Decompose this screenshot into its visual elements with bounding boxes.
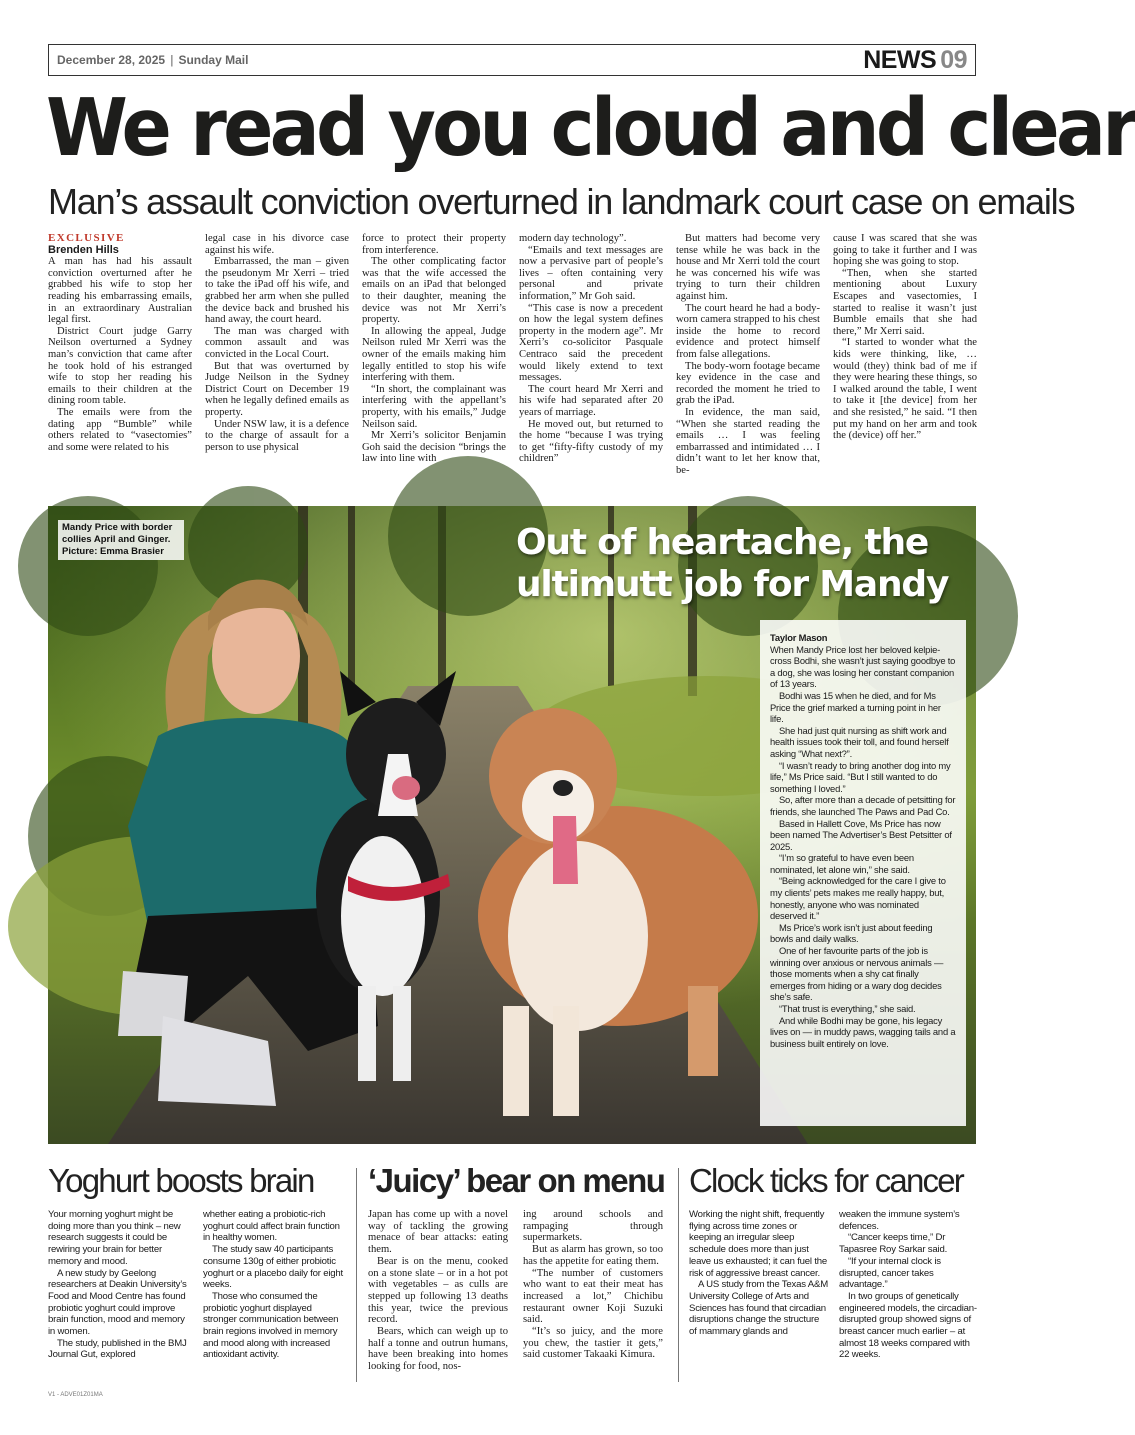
brief-yoghurt-column-1 — [48, 1209, 188, 1385]
story-paragraph: A man has had his assault conviction overturned after he grabbed his wife to stop her reading his embarrassing emails, in an extraordinary Australian legal first. — [48, 256, 192, 326]
feature-paragraph: “I wasn’t ready to bring another dog into my life,” Ms Price said. “But I still wanted to do something I loved.” — [770, 759, 951, 794]
story-column-5 — [676, 233, 820, 483]
feature-paragraph: Based in Hallett Cove, Ms Price has now been named The Advertiser’s Best Petsitter of 2025. — [770, 817, 952, 852]
brief-paragraph: Bears, which can weigh up to half a tonne and outrun humans, have been breaking into homes looking for food, nos- — [368, 1326, 508, 1373]
brief-paragraph: “The number of customers who want to eat their meat has increased a lot,” Chichibu restaurant owner Koji Suzuki said. — [523, 1267, 663, 1326]
brief-paragraph: A US study from the Texas A&M University College of Arts and Sciences has found that circadian disruptions change the structure of mammary glands and — [689, 1279, 828, 1338]
story-paragraph: In evidence, the man said, “When she started reading the emails … I was feeling embarrassed and intimidated … I didn’t want to let her know that, be- — [676, 406, 820, 476]
feature-paragraph: “That trust is everything,” she said. — [779, 1003, 916, 1014]
brief-paragraph: “If your internal clock is disrupted, cancer takes advantage.” — [839, 1255, 941, 1291]
story-column-6 — [833, 233, 977, 483]
story-paragraph: He moved out, but returned to the home “because I was trying to get “fifty-fifty custody of my children” — [519, 418, 663, 465]
story-paragraph: In allowing the appeal, Judge Neilson ruled Mr Xerri was the owner of the emails making him legally entitled to stop his wife interfering with them. — [362, 325, 506, 384]
story-paragraph: The other complicating factor was that the wife accessed the emails on an iPad that belonged to their daughter, meaning the device was not Mr Xerri’s property. — [362, 256, 506, 326]
brief-divider — [678, 1168, 679, 1382]
brief-paragraph: In two groups of genetically engineered models, the circadian-disrupted group showed signs of breast cancer much earlier – at almost 18 weeks compared with 22 weeks. — [839, 1290, 977, 1361]
brief-paragraph: Your morning yoghurt might be doing more than you think – new research suggests it could be rewiring your brain for better memory and mood. — [48, 1209, 181, 1267]
dateline — [57, 53, 248, 67]
brief-paragraph: Working the night shift, frequently flying across time zones or keeping an irregular sleep schedule does more than just leave us exhausted; it can fuel the risk of aggressive breast cancer. — [689, 1209, 828, 1279]
brief-paragraph: A new study by Geelong researchers at Deakin University’s Food and Mood Centre has found probiotic yoghurt could improve brain function, mood and memory in women. — [48, 1267, 187, 1338]
main-headline: We read you cloud and clear — [46, 82, 1135, 174]
story-paragraph: “This case is now a precedent on how the legal system defines property in the modern age”. Mr Xerri’s co-solicitor Pasquale Centraco said the precedent would likely extend to text messages. — [519, 302, 663, 384]
brief-cancer-column-1 — [689, 1209, 829, 1385]
story-byline: Brenden Hills — [48, 243, 119, 256]
brief-headline-cancer: Clock ticks for cancer — [689, 1162, 963, 1199]
feature-headline: Out of heartache, the ultimutt job for Mandy — [516, 522, 949, 605]
feature-paragraph: So, after more than a decade of petsitting for friends, she launched The Paws and Pad Co. — [770, 794, 956, 817]
section-label — [863, 46, 967, 75]
story-paragraph: But matters had become very tense while he was back in the house and Mr Xerri told the court he was concerned his wife was trying to turn their children against him. — [676, 233, 820, 302]
issue-date: December 28, 2025 — [57, 53, 166, 67]
brief-headline-bear: ‘Juicy’ bear on menu — [368, 1162, 665, 1199]
feature-byline: Taylor Mason — [770, 632, 828, 643]
feature-paragraph: Ms Price’s work isn’t just about feeding bowls and daily walks. — [770, 921, 933, 945]
brief-paragraph: Those who consumed the probiotic yoghurt displayed stronger communication between brain regions involved in memory and mood along with increased antioxidant activity. — [203, 1290, 339, 1361]
story-paragraph: force to protect their property from interference. — [362, 233, 506, 256]
brief-paragraph: ing around schools and rampaging through supermarkets. — [523, 1209, 663, 1244]
feature-paragraph: When Mandy Price lost her beloved kelpie-cross Bodhi, she wasn’t just saying goodbye to a dog, she was losing her constant companion of 13 years. — [770, 643, 956, 690]
feature-paragraph: “Being acknowledged for the care I give to my clients’ pets makes me really happy, but, honestly, anyone who was nominated deserved it.” — [770, 875, 946, 922]
story-paragraph: “Then, when she started mentioning about Luxury Escapes and vasectomies, I started to realise it wasn’t just Bumble emails that she had there,” Mr Xerri said. — [833, 267, 977, 337]
story-paragraph: The court heard he had a body- worn camera strapped to his chest inside the home to record evidence and protect himself from false allegations. — [676, 302, 820, 360]
feature-paragraph: Bodhi was 15 when he died, and for Ms Price the grief marked a turning point in her life. — [770, 689, 941, 725]
story-paragraph: The man was charged with common assault and was convicted in the Local Court. — [205, 325, 349, 360]
publication-name: Sunday Mail — [178, 53, 249, 67]
feature-text-box — [760, 620, 966, 1126]
story-paragraph: But that was overturned by Judge Neilson in the Sydney District Court on December 19 when he legally defined emails as property. — [205, 360, 349, 418]
brief-bear-column-1 — [368, 1209, 508, 1385]
page-number: 09 — [940, 46, 967, 74]
brief-bear-column-2 — [523, 1209, 663, 1385]
photo-caption: Mandy Price with border collies April and Ginger. Picture: Emma Brasier — [58, 520, 184, 560]
story-column-3 — [362, 233, 506, 483]
brief-divider — [356, 1168, 357, 1382]
story-paragraph: Embarrassed, the man – given the pseudonym Mr Xerri – tried to take the iPad off his wife, and grabbed her arm when she pulled the device back and brushed his hand away, the court heard. — [205, 256, 349, 326]
brief-yoghurt-column-2 — [203, 1209, 343, 1385]
story-paragraph: “Emails and text messages are now a pervasive part of people’s lives – often containing very personal and private information,” Mr Goh said. — [519, 244, 663, 302]
feature-paragraph: And while Bodhi may be gone, his legacy lives on — in muddy paws, wagging tails and a business built entirely on love. — [770, 1014, 956, 1049]
story-paragraph: Mr Xerri’s solicitor Benjamin Goh said the decision “brings the law into line with — [362, 430, 506, 465]
story-column-1 — [48, 233, 192, 483]
story-paragraph: District Court judge Garry Neilson overturned a Sydney man’s conviction that came after he took hold of his estranged wife to stop her reading his emails to their children at the dining room table. — [48, 325, 192, 407]
brief-paragraph: But as alarm has grown, so too has the appetite for eating them. — [523, 1244, 663, 1267]
brief-headline-yoghurt: Yoghurt boosts brain — [48, 1162, 314, 1199]
brief-paragraph: The study, published in the BMJ Journal Gut, explored — [48, 1337, 187, 1361]
header-separator: | — [170, 53, 174, 67]
page-code: V1 - ADVE01Z01MA — [48, 1392, 103, 1398]
section-name: NEWS — [863, 46, 937, 74]
story-paragraph: “I started to wonder what the kids were thinking, like, … would (they) think bad of me if they were hearing these things, so I walked around the table, I went to take it [the device] from her and she resisted,” he said. “I then put my hand on her arm and took the (device) off her.” — [833, 337, 977, 442]
story-paragraph: The emails were from the dating app “Bumble” while others related to “vasectomies” and some were related to his — [48, 406, 192, 453]
brief-paragraph: whether eating a probiotic-rich yoghurt could affect brain function in healthy women. — [203, 1209, 340, 1244]
feature-photo — [48, 506, 976, 1144]
exclusive-kicker: EXCLUSIVE — [48, 232, 125, 244]
story-column-2 — [205, 233, 349, 483]
feature-paragraph: She had just quit nursing as shift work and health issues took their toll, and found herself asking “What next?”. — [770, 724, 949, 759]
story-paragraph: legal case in his divorce case against his wife. — [205, 233, 349, 256]
story-paragraph: The body-worn footage became key evidence in the case and recorded the moment he tried to grab the iPad. — [676, 360, 821, 407]
brief-paragraph: Japan has come up with a novel way of tackling the growing menace of bear attacks: eating them. — [368, 1209, 508, 1256]
page-header — [48, 44, 976, 76]
story-paragraph: cause I was scared that she was going to take it further and I was hoping she was going to stop. — [833, 233, 977, 268]
brief-paragraph: “Cancer keeps time,” Dr Tapasree Roy Sarkar said. — [839, 1232, 948, 1256]
brief-paragraph: weaken the immune system’s defences. — [839, 1209, 960, 1232]
brief-paragraph: “It’s so juicy, and the more you chew, the tastier it gets,” said customer Takaaki Kimura. — [523, 1326, 663, 1361]
brief-cancer-column-2 — [839, 1209, 979, 1385]
feature-paragraph: “I’m so grateful to have even been nominated, let alone win,” she said. — [770, 852, 914, 875]
brief-paragraph: The study saw 40 participants consume 130g of either probiotic yoghurt or a placebo daily for eight weeks. — [203, 1244, 343, 1291]
brief-paragraph: Bear is on the menu, cooked on a stone slate – or in a hot pot with vegetables – as culls are stepped up following 13 deaths this year, twice the previous record. — [368, 1255, 508, 1326]
story-paragraph: The court heard Mr Xerri and his wife had separated after 20 years of marriage. — [519, 383, 663, 418]
main-subheadline: Man’s assault conviction overturned in landmark court case on emails — [48, 181, 1075, 222]
story-paragraph: modern day technology”. — [519, 233, 627, 244]
story-paragraph: Under NSW law, it is a defence to the charge of assault for a person to use physical — [205, 418, 349, 453]
story-paragraph: “In short, the complainant was interfering with the appellant’s property, with his emails,” Judge Neilson said. — [362, 383, 506, 430]
story-column-4 — [519, 233, 663, 483]
feature-paragraph: One of her favourite parts of the job is winning over anxious or nervous animals — those moments when a shy cat finally emerges from hiding or a wary dog decides she’s safe. — [770, 945, 944, 1003]
